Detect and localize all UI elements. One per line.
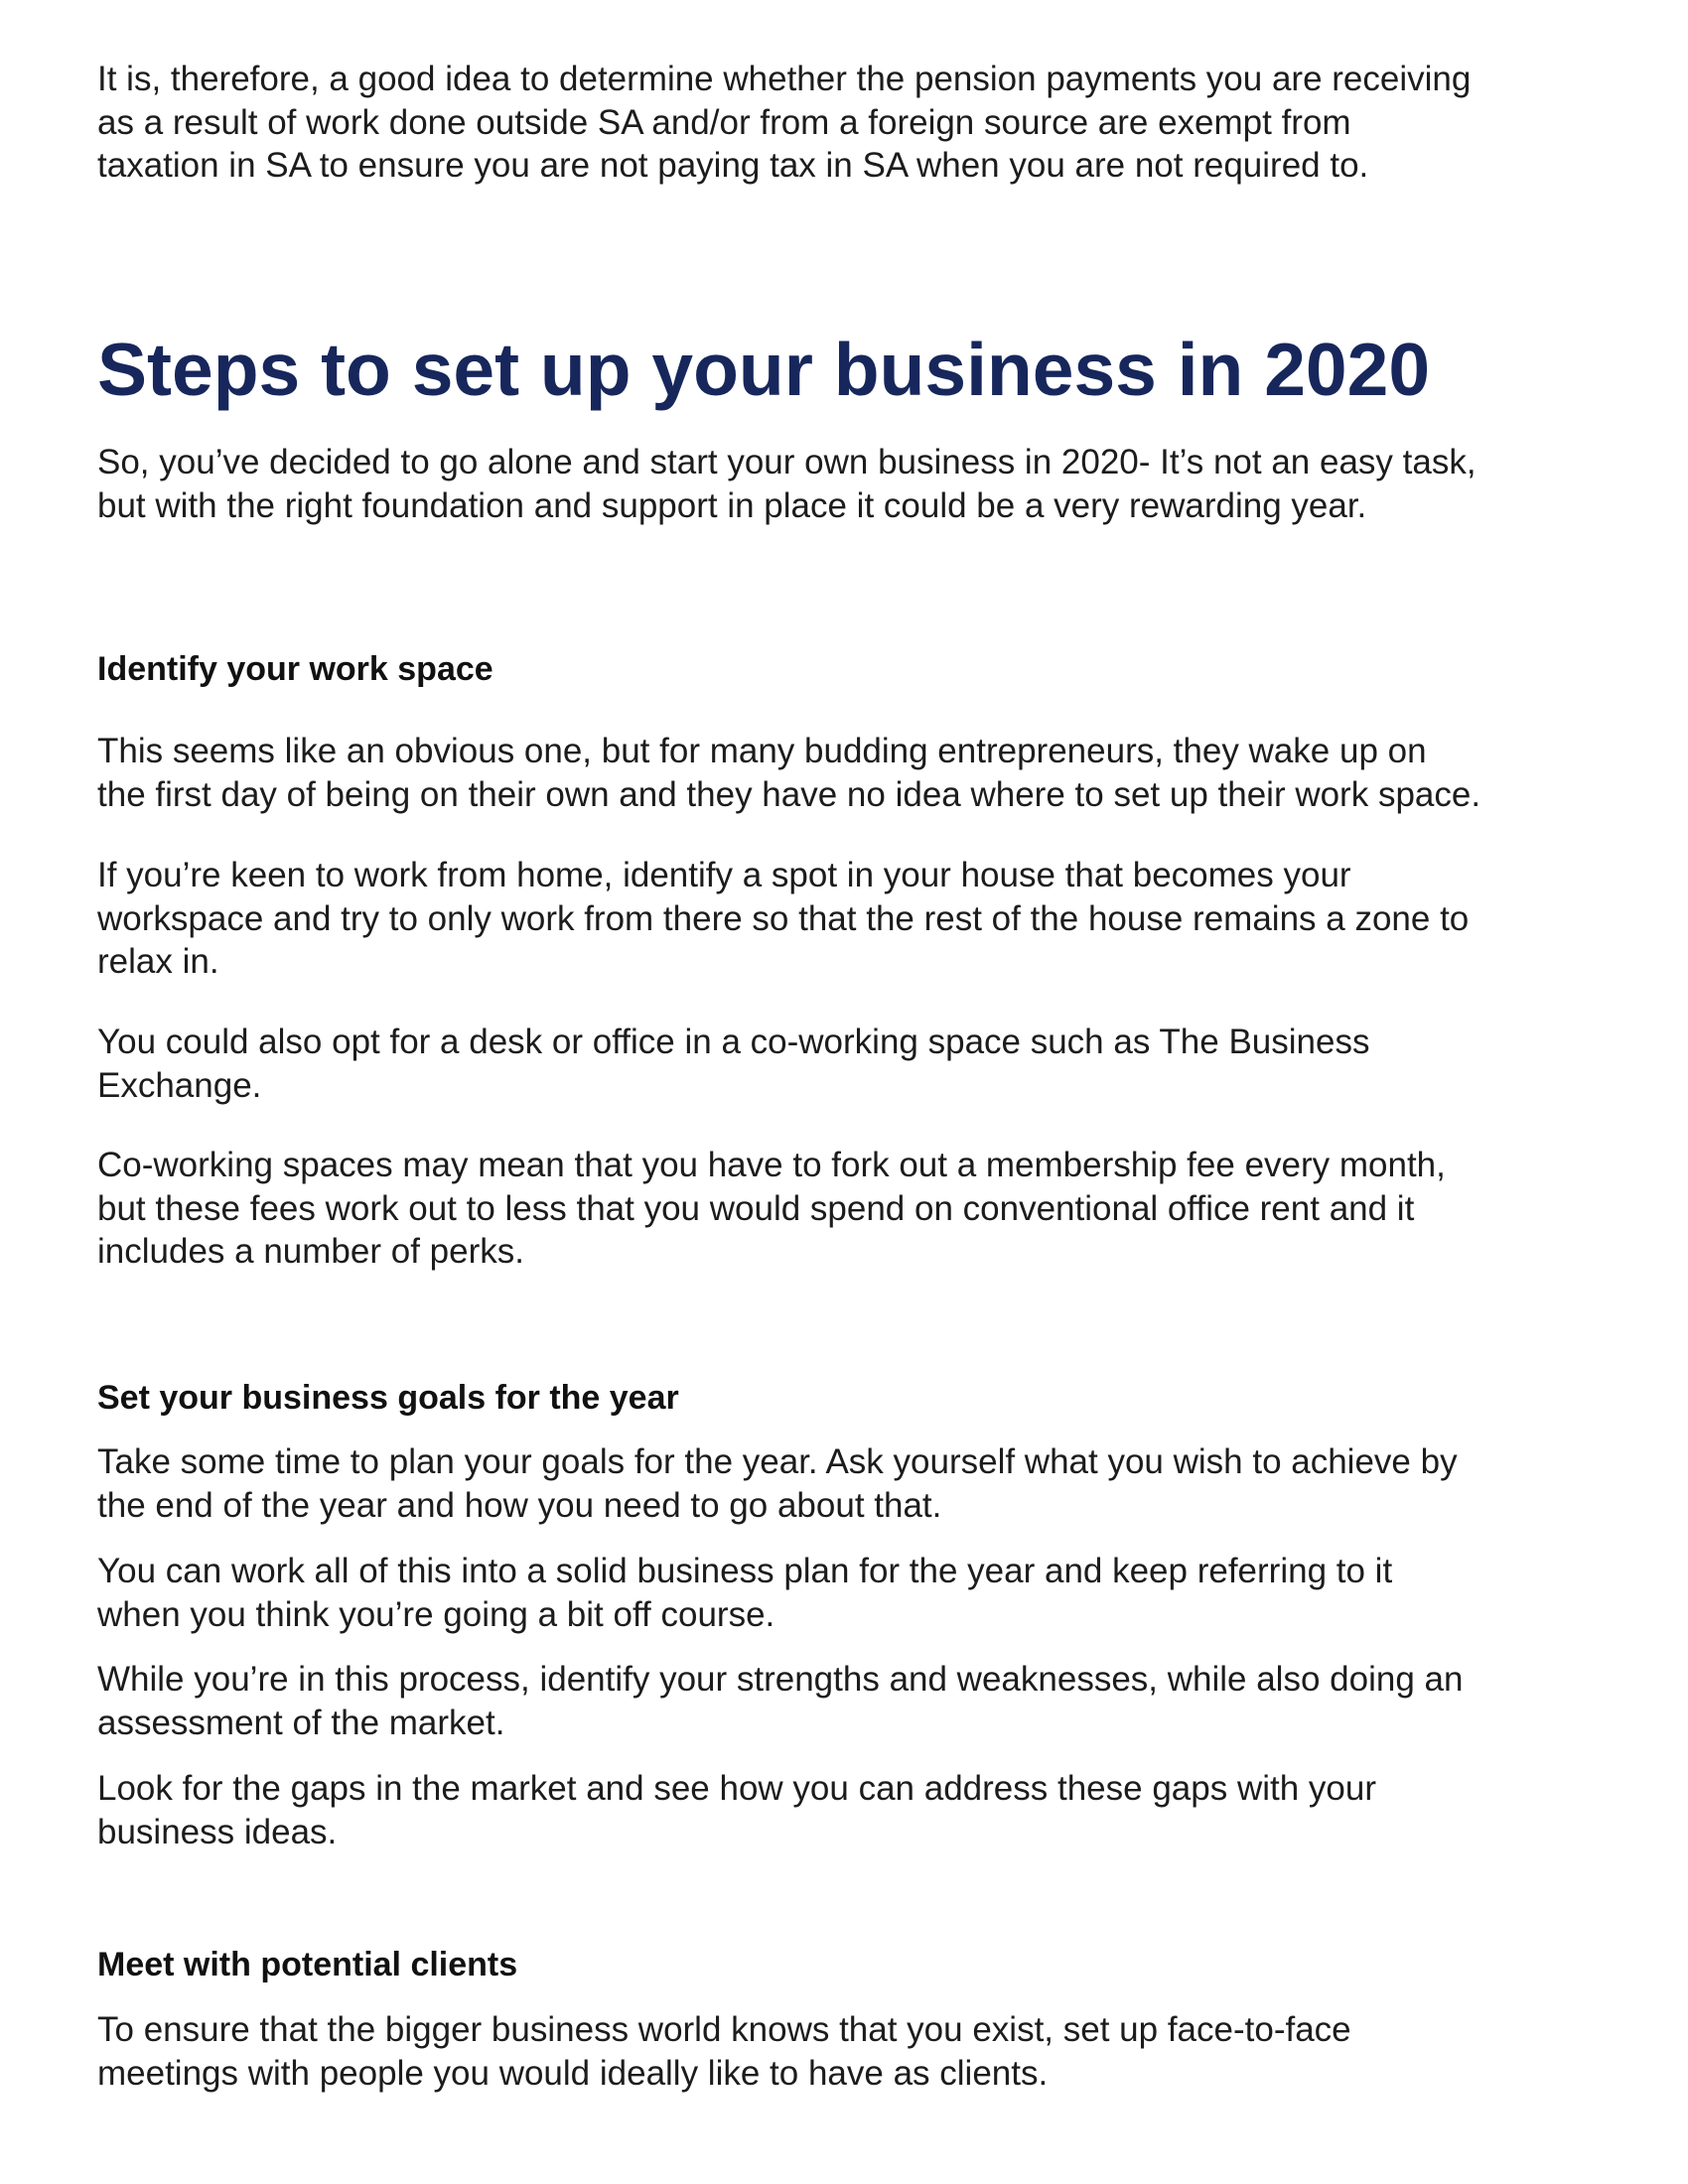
text-line: Take some time to plan your goals for the year. Ask yourself what you wish to achieve by xyxy=(97,1442,1458,1481)
paragraph xyxy=(97,1767,1607,1853)
section-heading-business-goals: Set your business goals for the year xyxy=(97,1379,679,1417)
paragraph xyxy=(97,730,1607,816)
text-line: Exchange. xyxy=(97,1065,262,1105)
article-title: Steps to set up your business in 2020 xyxy=(97,328,1431,411)
paragraph xyxy=(97,1021,1607,1107)
paragraph xyxy=(97,1440,1607,1527)
text-line: includes a number of perks. xyxy=(97,1232,524,1271)
text-line: So, you’ve decided to go alone and start your own business in 2020- It’s not an easy task, xyxy=(97,443,1477,481)
text-line: It is, therefore, a good idea to determine whether the pension payments you are receiving xyxy=(97,60,1472,98)
text-line: While you’re in this process, identify your strengths and weaknesses, while also doing an xyxy=(97,1660,1464,1699)
text-line: You could also opt for a desk or office in a co-working space such as The Business xyxy=(97,1023,1370,1061)
paragraph xyxy=(97,1550,1607,1636)
paragraph xyxy=(97,854,1607,984)
text-line: business ideas. xyxy=(97,1812,338,1851)
lead-paragraph xyxy=(97,441,1607,527)
paragraph xyxy=(97,2008,1607,2095)
text-line: the first day of being on their own and they have no idea where to set up their work space. xyxy=(97,774,1481,814)
text-line: This seems like an obvious one, but for many budding entrepreneurs, they wake up on xyxy=(97,732,1427,770)
text-line: Co-working spaces may mean that you have to fork out a membership fee every month, xyxy=(97,1146,1446,1184)
text-line: workspace and try to only work from there so that the rest of the house remains a zone to xyxy=(97,898,1470,938)
text-line: You can work all of this into a solid business plan for the year and keep referring to it xyxy=(97,1552,1393,1590)
text-line: assessment of the market. xyxy=(97,1703,505,1742)
section-heading-work-space: Identify your work space xyxy=(97,650,493,688)
text-line: as a result of work done outside SA and/or from a foreign source are exempt from xyxy=(97,102,1351,142)
text-line: To ensure that the bigger business world knows that you exist, set up face-to-face xyxy=(97,2010,1351,2049)
text-line: the end of the year and how you need to go about that. xyxy=(97,1485,942,1525)
text-line: but with the right foundation and support in place it could be a very rewarding year. xyxy=(97,485,1367,525)
text-line: but these fees work out to less that you would spend on conventional office rent and it xyxy=(97,1188,1415,1228)
text-line: If you’re keen to work from home, identify a spot in your house that becomes your xyxy=(97,856,1351,894)
paragraph xyxy=(97,1658,1607,1744)
section-heading-potential-clients: Meet with potential clients xyxy=(97,1946,518,1983)
text-line: relax in. xyxy=(97,942,219,981)
text-line: Look for the gaps in the market and see how you can address these gaps with your xyxy=(97,1769,1376,1808)
text-line: when you think you’re going a bit off course. xyxy=(97,1594,775,1634)
intro-paragraph xyxy=(97,58,1607,188)
paragraph xyxy=(97,1144,1607,1274)
text-line: meetings with people you would ideally like to have as clients. xyxy=(97,2053,1049,2093)
text-line: taxation in SA to ensure you are not paying tax in SA when you are not required to. xyxy=(97,146,1369,185)
